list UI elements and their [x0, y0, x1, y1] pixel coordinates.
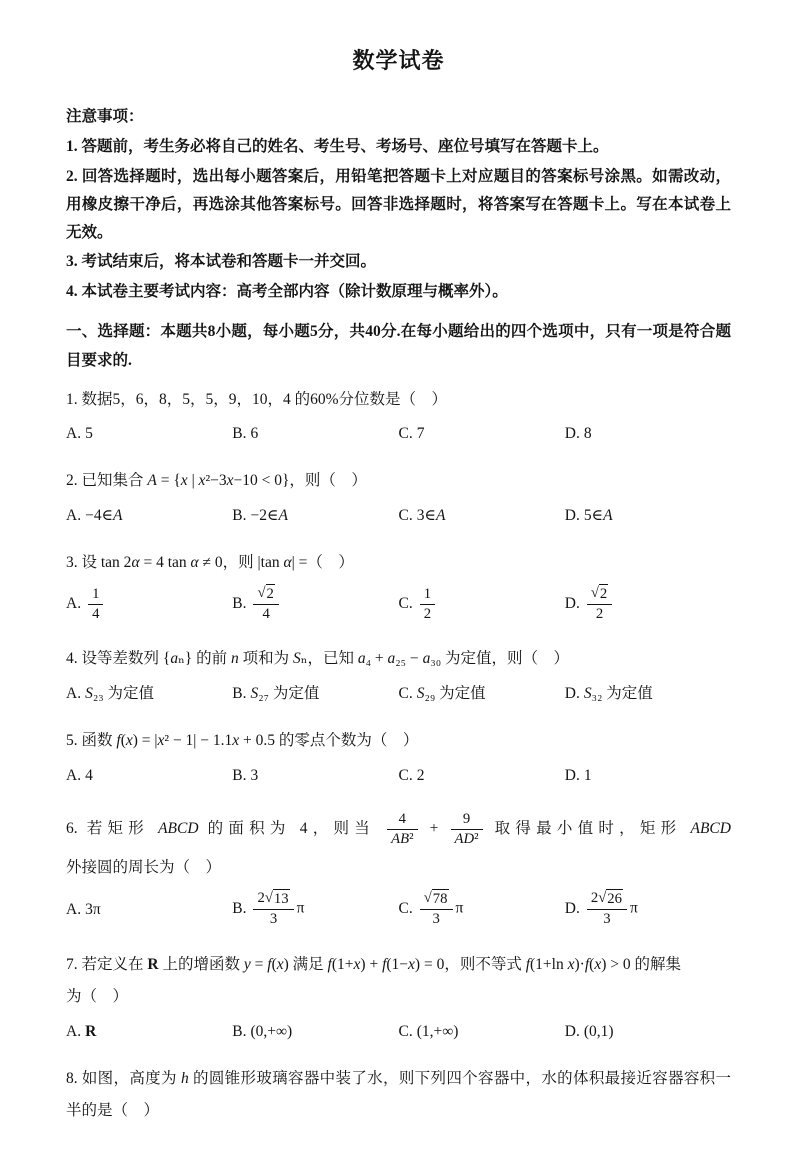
- math-bold-symbol: R: [147, 955, 159, 973]
- option-label: A.: [66, 594, 82, 612]
- option: A. 5: [66, 425, 93, 443]
- fraction-denominator: 2: [423, 605, 432, 622]
- math-variable: A: [147, 472, 157, 490]
- fraction-denominator: 4: [92, 605, 100, 622]
- math-variable: f: [116, 732, 121, 750]
- fraction-numerator: [253, 584, 278, 605]
- fraction-denominator: AB²: [391, 830, 414, 847]
- option: B. −2∈A: [232, 506, 288, 524]
- options-row: [66, 886, 731, 932]
- fraction-numerator: 9: [451, 810, 483, 830]
- option: C. 7: [398, 425, 425, 443]
- options-row: [66, 678, 731, 709]
- option-label: A.: [66, 685, 82, 703]
- sqrt-radicand: 13: [273, 889, 290, 909]
- fraction: [88, 585, 103, 624]
- question-2: [66, 465, 731, 531]
- question-stem: 6. 若矩形 ABCD 的面积为 4，则当 $\frac{4}{\text{AB²}}$ + $\frac{9}{\text{AD²}}$ 取得最小值时，矩形 ABCD 外接圆的周长为（ ）: [66, 810, 731, 876]
- option-label: D.: [564, 1022, 580, 1040]
- fraction-numerator: [587, 584, 612, 605]
- math-variable: α: [131, 553, 140, 571]
- option-label: A.: [66, 900, 82, 918]
- option: D. 5∈A: [564, 506, 613, 524]
- math-variable: α: [283, 553, 292, 571]
- question-stem: 2. 已知集合 A = {x | x²−3x−10 < 0}，则（ ）: [66, 472, 367, 490]
- option: D. 8: [564, 425, 592, 443]
- option-label: B.: [232, 1022, 247, 1040]
- option-label: D.: [564, 766, 580, 784]
- fraction-denominator: 4: [262, 606, 270, 623]
- math-variable: a: [357, 650, 366, 668]
- option: C. 2: [398, 766, 425, 784]
- math-variable: a: [387, 650, 396, 668]
- fraction-numerator: 2√ 26: [587, 889, 627, 910]
- options-row: [66, 1016, 731, 1047]
- option-label: D.: [564, 900, 580, 918]
- sqrt-expression: √ 2: [591, 584, 608, 604]
- option: [565, 581, 731, 627]
- fraction-denominator: 3: [603, 911, 611, 928]
- sqrt-radicand: 26: [606, 889, 623, 909]
- math-variable: x: [198, 472, 206, 490]
- fraction: [420, 889, 453, 929]
- question-5: [66, 725, 731, 791]
- fraction-numerator: 1: [88, 585, 103, 605]
- math-variable: x: [567, 955, 575, 973]
- options-row: [66, 500, 731, 531]
- question-7: [66, 949, 731, 1047]
- option-label: D.: [564, 594, 580, 612]
- option: B. 2√ 13 3 π: [232, 886, 398, 932]
- math-variable: ABCD: [158, 819, 199, 837]
- option-label: B.: [232, 900, 247, 918]
- option-label: B.: [232, 766, 247, 784]
- option-label: C.: [398, 766, 413, 784]
- fraction-denominator: 3: [432, 911, 440, 928]
- math-variable: y: [243, 955, 251, 973]
- option: B. (0,+∞): [232, 1022, 293, 1040]
- option: D. 1: [564, 766, 592, 784]
- page-title: 数学试卷: [352, 48, 445, 73]
- question-6: [66, 807, 731, 933]
- fraction-denominator: 2: [595, 606, 604, 623]
- option: A. 4: [66, 766, 93, 784]
- notice-section: [66, 103, 731, 306]
- option-label: C.: [398, 425, 413, 443]
- math-variable: x: [226, 472, 234, 490]
- option: [66, 1016, 232, 1047]
- math-variable: x: [276, 955, 284, 973]
- option: [399, 582, 565, 627]
- option-label: A.: [66, 1022, 82, 1040]
- fraction: [587, 584, 612, 624]
- notice-item: 4. 本试卷主要考试内容：高考全部内容（除计数原理与概率外）。: [66, 283, 508, 301]
- notice-item: 3. 考试结束后，将本试卷和答题卡一并交回。: [66, 253, 377, 271]
- option: A. S₂₃ 为定值: [66, 685, 155, 703]
- question-1: [66, 384, 731, 450]
- fraction: [387, 810, 417, 849]
- option: B. S₂₇ 为定值: [232, 685, 320, 703]
- math-variable: x: [353, 955, 361, 973]
- math-variable: S: [293, 650, 301, 668]
- question-8: [66, 1063, 731, 1128]
- sqrt-radicand: 2: [266, 584, 275, 604]
- math-variable: n: [230, 650, 239, 668]
- math-variable: A: [435, 506, 446, 524]
- math-variable: S: [85, 685, 93, 703]
- option: [232, 581, 398, 627]
- math-variable: f: [267, 955, 272, 973]
- math-variable: S: [583, 685, 592, 703]
- sqrt-expression: √ 78: [424, 889, 449, 909]
- option: A. −4∈A: [66, 506, 123, 524]
- math-variable: A: [278, 506, 288, 524]
- math-variable: f: [525, 955, 531, 973]
- question-stem: 8. 如图，高度为 h 的圆锥形玻璃容器中装了水，则下列四个容器中，水的体积最接近容器容积一半的是（ ）: [66, 1069, 731, 1120]
- question-stem: 4. 设等差数列 {aₙ} 的前 n 项和为 Sₙ，已知 a₄ + a₂₅ − a₃₀ 为定值，则（ ）: [66, 650, 569, 668]
- sqrt-radicand: 2: [599, 584, 608, 604]
- option: A. 3π: [66, 900, 101, 918]
- math-bold-symbol: R: [85, 1022, 97, 1040]
- option-label: C.: [398, 685, 413, 703]
- options-row: [66, 418, 731, 449]
- sqrt-expression: √ 2: [257, 584, 274, 604]
- question-3: [66, 547, 731, 628]
- option-label: C.: [398, 1022, 413, 1040]
- question-stem: 5. 函数 f(x) = |x² − 1| − 1.1x + 0.5 的零点个数为（ ）: [66, 732, 419, 750]
- option-label: D.: [564, 685, 580, 703]
- option-label: D.: [564, 506, 580, 524]
- option: D. (0,1): [564, 1022, 614, 1040]
- questions-container: [66, 384, 731, 1128]
- option-label: D.: [564, 425, 580, 443]
- option-label: C.: [398, 900, 413, 918]
- math-variable: S: [250, 685, 259, 703]
- math-variable: f: [327, 955, 332, 973]
- option: C. √ 78 3 π: [399, 886, 565, 932]
- fraction: [253, 584, 278, 624]
- math-variable: x: [232, 732, 240, 750]
- math-variable: x: [125, 732, 133, 750]
- question-stem: 7. 若定义在 R 上的增函数 y = f(x) 满足 f(1+x) + f(1−x) = 0，则不等式 f(1+ln x)·f(x) > 0 的解集 为（ ）: [66, 955, 681, 1006]
- math-variable: ABCD: [690, 819, 731, 837]
- math-variable: AB: [391, 830, 410, 847]
- option: B. 6: [232, 425, 259, 443]
- fraction-numerator: [420, 889, 453, 910]
- math-variable: α: [190, 553, 199, 571]
- options-row: [66, 581, 731, 627]
- fraction-numerator: 1: [420, 585, 435, 605]
- option: C. (1,+∞): [398, 1022, 459, 1040]
- notice-item: 1. 答题前，考生务必将自己的姓名、考生号、考场号、座位号填写在答题卡上。: [66, 137, 609, 155]
- option: [66, 582, 232, 627]
- notice-item: 2. 回答选择题时，选出每小题答案后，用铅笔把答题卡上对应题目的答案标号涂黑。如需改动，用橡皮擦干净后，再选涂其他答案标号。回答非选择题时，将答案写在答题卡上。写在本试卷上无效。: [66, 167, 731, 241]
- option-label: A.: [66, 766, 82, 784]
- math-variable: x: [594, 955, 602, 973]
- math-variable: a: [422, 650, 431, 668]
- option-label: B.: [232, 425, 247, 443]
- fraction-numerator: 2√ 13: [253, 889, 293, 910]
- math-variable: h: [181, 1069, 189, 1087]
- fraction: [420, 585, 435, 624]
- option-label: B.: [232, 685, 247, 703]
- fraction: [587, 889, 627, 929]
- math-variable: x: [157, 732, 165, 750]
- question-4: [66, 643, 731, 709]
- math-variable: a: [170, 650, 179, 668]
- option: D. 2√ 26 3 π: [565, 886, 731, 932]
- option-label: A.: [66, 506, 82, 524]
- sqrt-expression: √ 13: [265, 889, 290, 909]
- option: C. 3∈A: [398, 506, 446, 524]
- math-variable: f: [382, 955, 387, 973]
- fraction: [451, 810, 483, 849]
- fraction-numerator: 4: [387, 810, 417, 830]
- option: C. S₂₉ 为定值: [398, 685, 486, 703]
- math-variable: A: [603, 506, 613, 524]
- math-variable: x: [408, 955, 415, 973]
- question-stem: 1. 数据5，6，8，5，5，9，10，4 的60%分位数是（ ）: [66, 390, 448, 408]
- notice-heading: 注意事项：: [66, 108, 144, 125]
- option: D. S₃₂ 为定值: [564, 685, 653, 703]
- math-variable: x: [180, 472, 188, 490]
- option-label: B.: [232, 506, 247, 524]
- question-stem: 3. 设 tan 2α = 4 tan α ≠ 0，则 |tan α| =（ ）: [66, 553, 354, 571]
- option-label: C.: [398, 594, 413, 612]
- sqrt-expression: √ 26: [598, 889, 623, 909]
- option-label: B.: [232, 594, 247, 612]
- option: B. 3: [232, 766, 259, 784]
- sqrt-radicand: 78: [432, 889, 449, 909]
- option-label: A.: [66, 425, 82, 443]
- option-label: C.: [398, 506, 413, 524]
- math-variable: S: [416, 685, 425, 703]
- fraction: [253, 889, 293, 929]
- math-variable: A: [113, 506, 123, 524]
- fraction-denominator: 3: [269, 911, 278, 928]
- math-variable: AD: [454, 830, 475, 847]
- section-heading: 一、选择题：本题共8小题，每小题5分，共40分.在每小题给出的四个选项中，只有一项是符合题目要求的.: [66, 323, 731, 369]
- math-variable: f: [584, 955, 590, 973]
- options-row: [66, 760, 731, 791]
- fraction-denominator: AD²: [454, 830, 479, 847]
